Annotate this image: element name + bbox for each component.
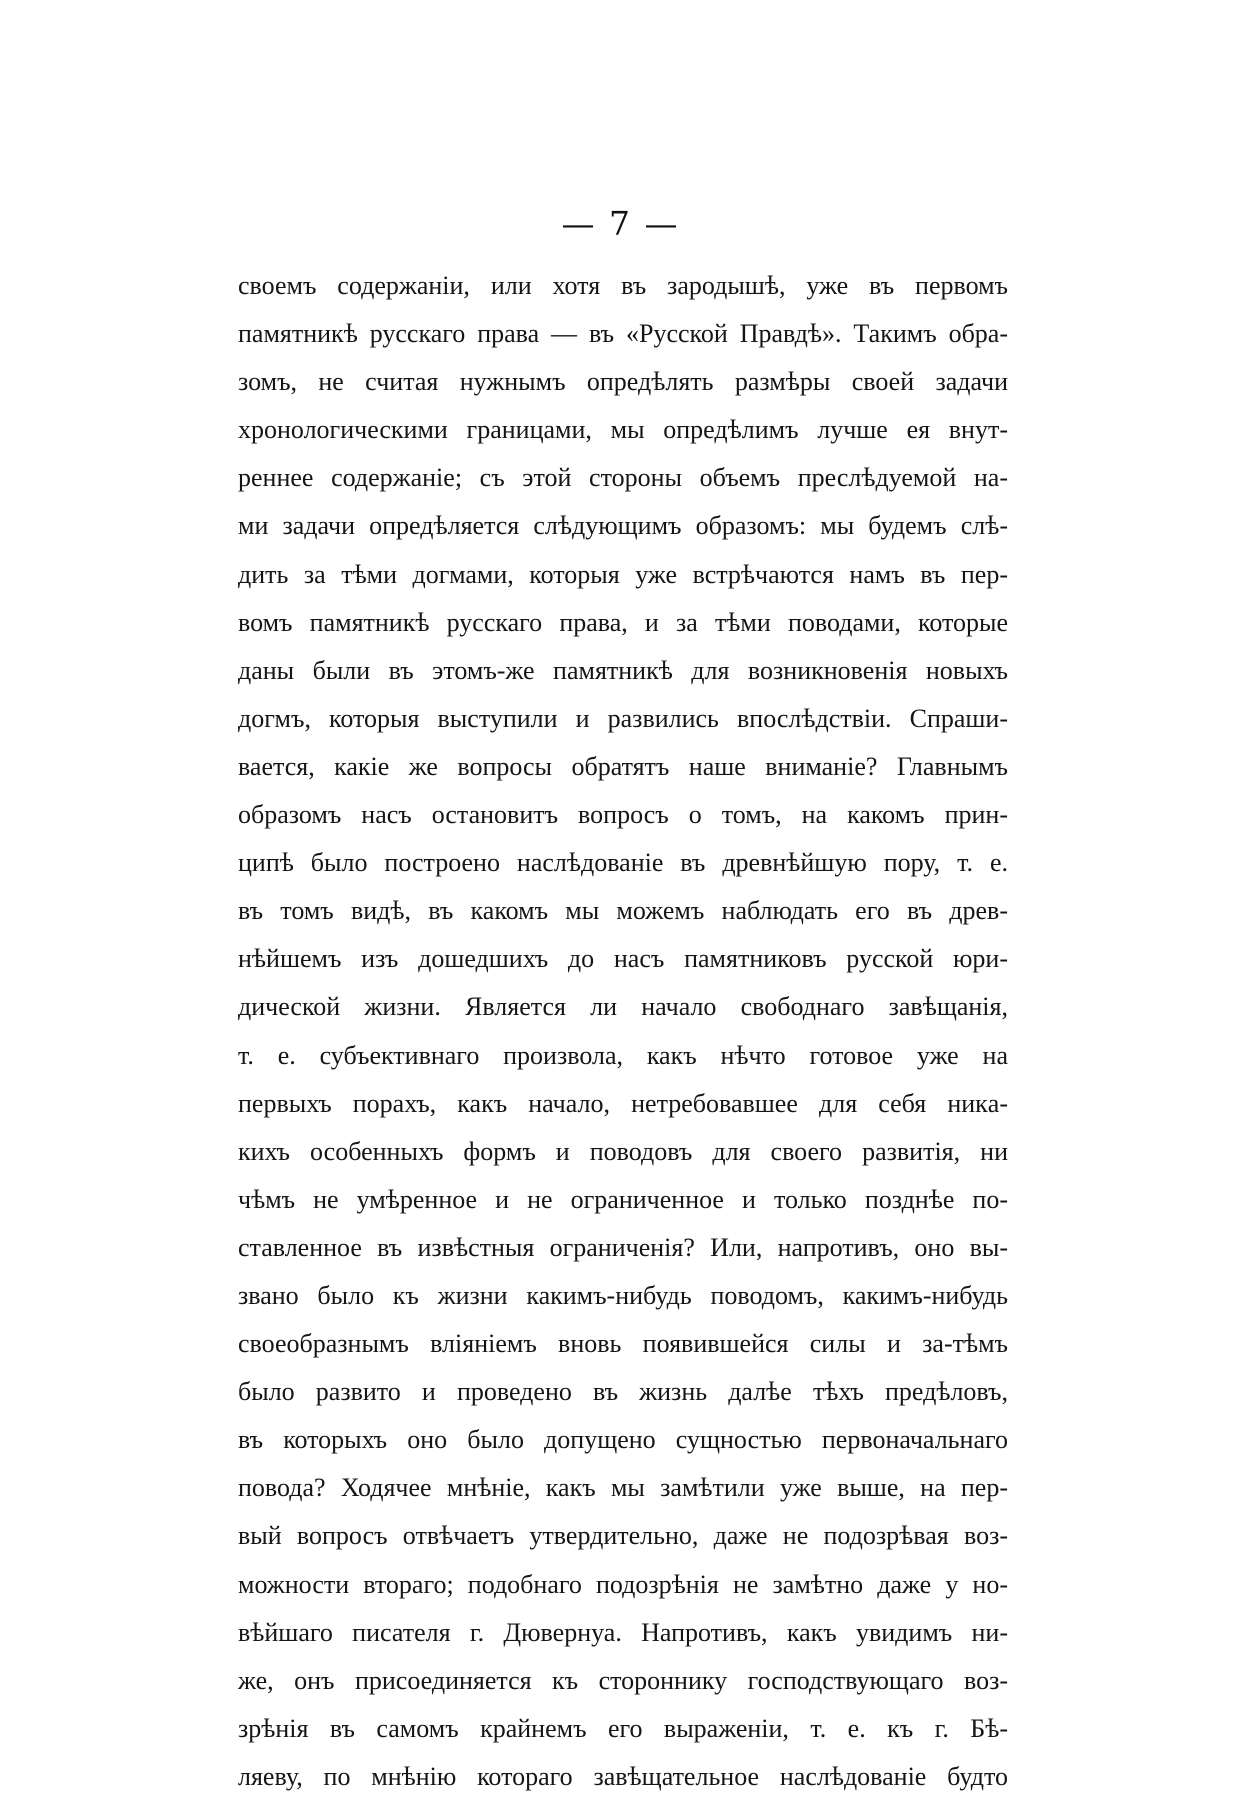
text-line: же, онъ присоединяется къ стороннику господствующаго воз- [238,1665,1008,1695]
text-line: догмъ, которыя выступили и развились впослѣдствіи. Спраши- [238,703,1008,733]
text-line: ляеву, по мнѣнію котораго завѣщательное наслѣдованіе будто [238,1761,1008,1791]
text-line: зомъ, не считая нужнымъ опредѣлять размѣры своей задачи [238,367,1008,397]
text-line: ми задачи опредѣляется слѣдующимъ образомъ: мы будемъ слѣ- [238,511,1008,541]
text-line: вѣйшаго писателя г. Дювернуа. Напротивъ, какъ увидимъ ни- [238,1617,1008,1647]
text-line: ставленное въ извѣстныя ограниченія? Или, напротивъ, оно вы- [238,1232,1008,1262]
text-line: было развито и проведено въ жизнь далѣе тѣхъ предѣловъ, [238,1377,1008,1407]
text-line: хронологическими границами, мы опредѣлимъ лучше ея внут- [238,415,1008,445]
page-number: — 7 — [561,204,680,243]
text-line: можности втораго; подобнаго подозрѣнія не замѣтно даже у но- [238,1569,1008,1599]
text-line: кихъ особенныхъ формъ и поводовъ для своего развитія, ни [238,1136,1008,1166]
text-line: повода? Ходячее мнѣніе, какъ мы замѣтили уже выше, на пер- [238,1473,1008,1503]
text-line: первыхъ порахъ, какъ начало, нетребовавшее для себя никa- [238,1088,1008,1118]
body-text [238,262,1008,1801]
text-line: вается, какіе же вопросы обратятъ наше вниманіе? Главнымъ [238,751,1008,781]
text-line: въ томъ видѣ, въ какомъ мы можемъ наблюдать его въ древ- [238,896,1008,926]
text-line: образомъ насъ остановитъ вопросъ о томъ, на какомъ прин- [238,800,1008,830]
text-line: зрѣнія въ самомъ крайнемъ его выраженіи, т. е. къ г. Бѣ- [238,1713,1008,1743]
text-line: реннее содержаніе; съ этой стороны объемъ преслѣдуемой на- [238,463,1008,493]
text-line: своемъ содержаніи, или хотя въ зародышѣ, уже въ первомъ [238,271,1008,300]
text-line: т. е. субъективнаго произвола, какъ нѣчто готовое уже на [238,1040,1008,1070]
text-line: нѣйшемъ изъ дошедшихъ до насъ памятниковъ русской юри- [238,944,1008,974]
text-line: вый вопросъ отвѣчаетъ утвердительно, даже не подозрѣвая воз- [238,1521,1008,1551]
text-line: ципѣ было построено наслѣдованіе въ древнѣйшую пору, т. е. [238,848,1008,878]
text-line: звано было къ жизни какимъ-нибудь поводомъ, какимъ-нибудь [238,1280,1008,1310]
text-line: дить за тѣми догмами, которыя уже встрѣчаются намъ въ пер- [238,559,1008,589]
text-line: своеобразнымъ вліяніемъ вновь появившейся силы и за-тѣмъ [238,1329,1008,1359]
text-line: въ которыхъ оно было допущено сущностью первоначальнаго [238,1425,1008,1455]
text-line: чѣмъ не умѣренное и не ограниченное и только позднѣе по- [238,1184,1008,1214]
text-line: вомъ памятникѣ русскаго права, и за тѣми поводами, которые [238,607,1008,637]
text-line: даны были въ этомъ-же памятникѣ для возникновенія новыхъ [238,655,1008,685]
text-line: памятникѣ русскаго права — въ «Русской Правдѣ». Такимъ обра- [238,319,1008,349]
text-line: дической жизни. Является ли начало свободнаго завѣщанія, [238,992,1008,1022]
